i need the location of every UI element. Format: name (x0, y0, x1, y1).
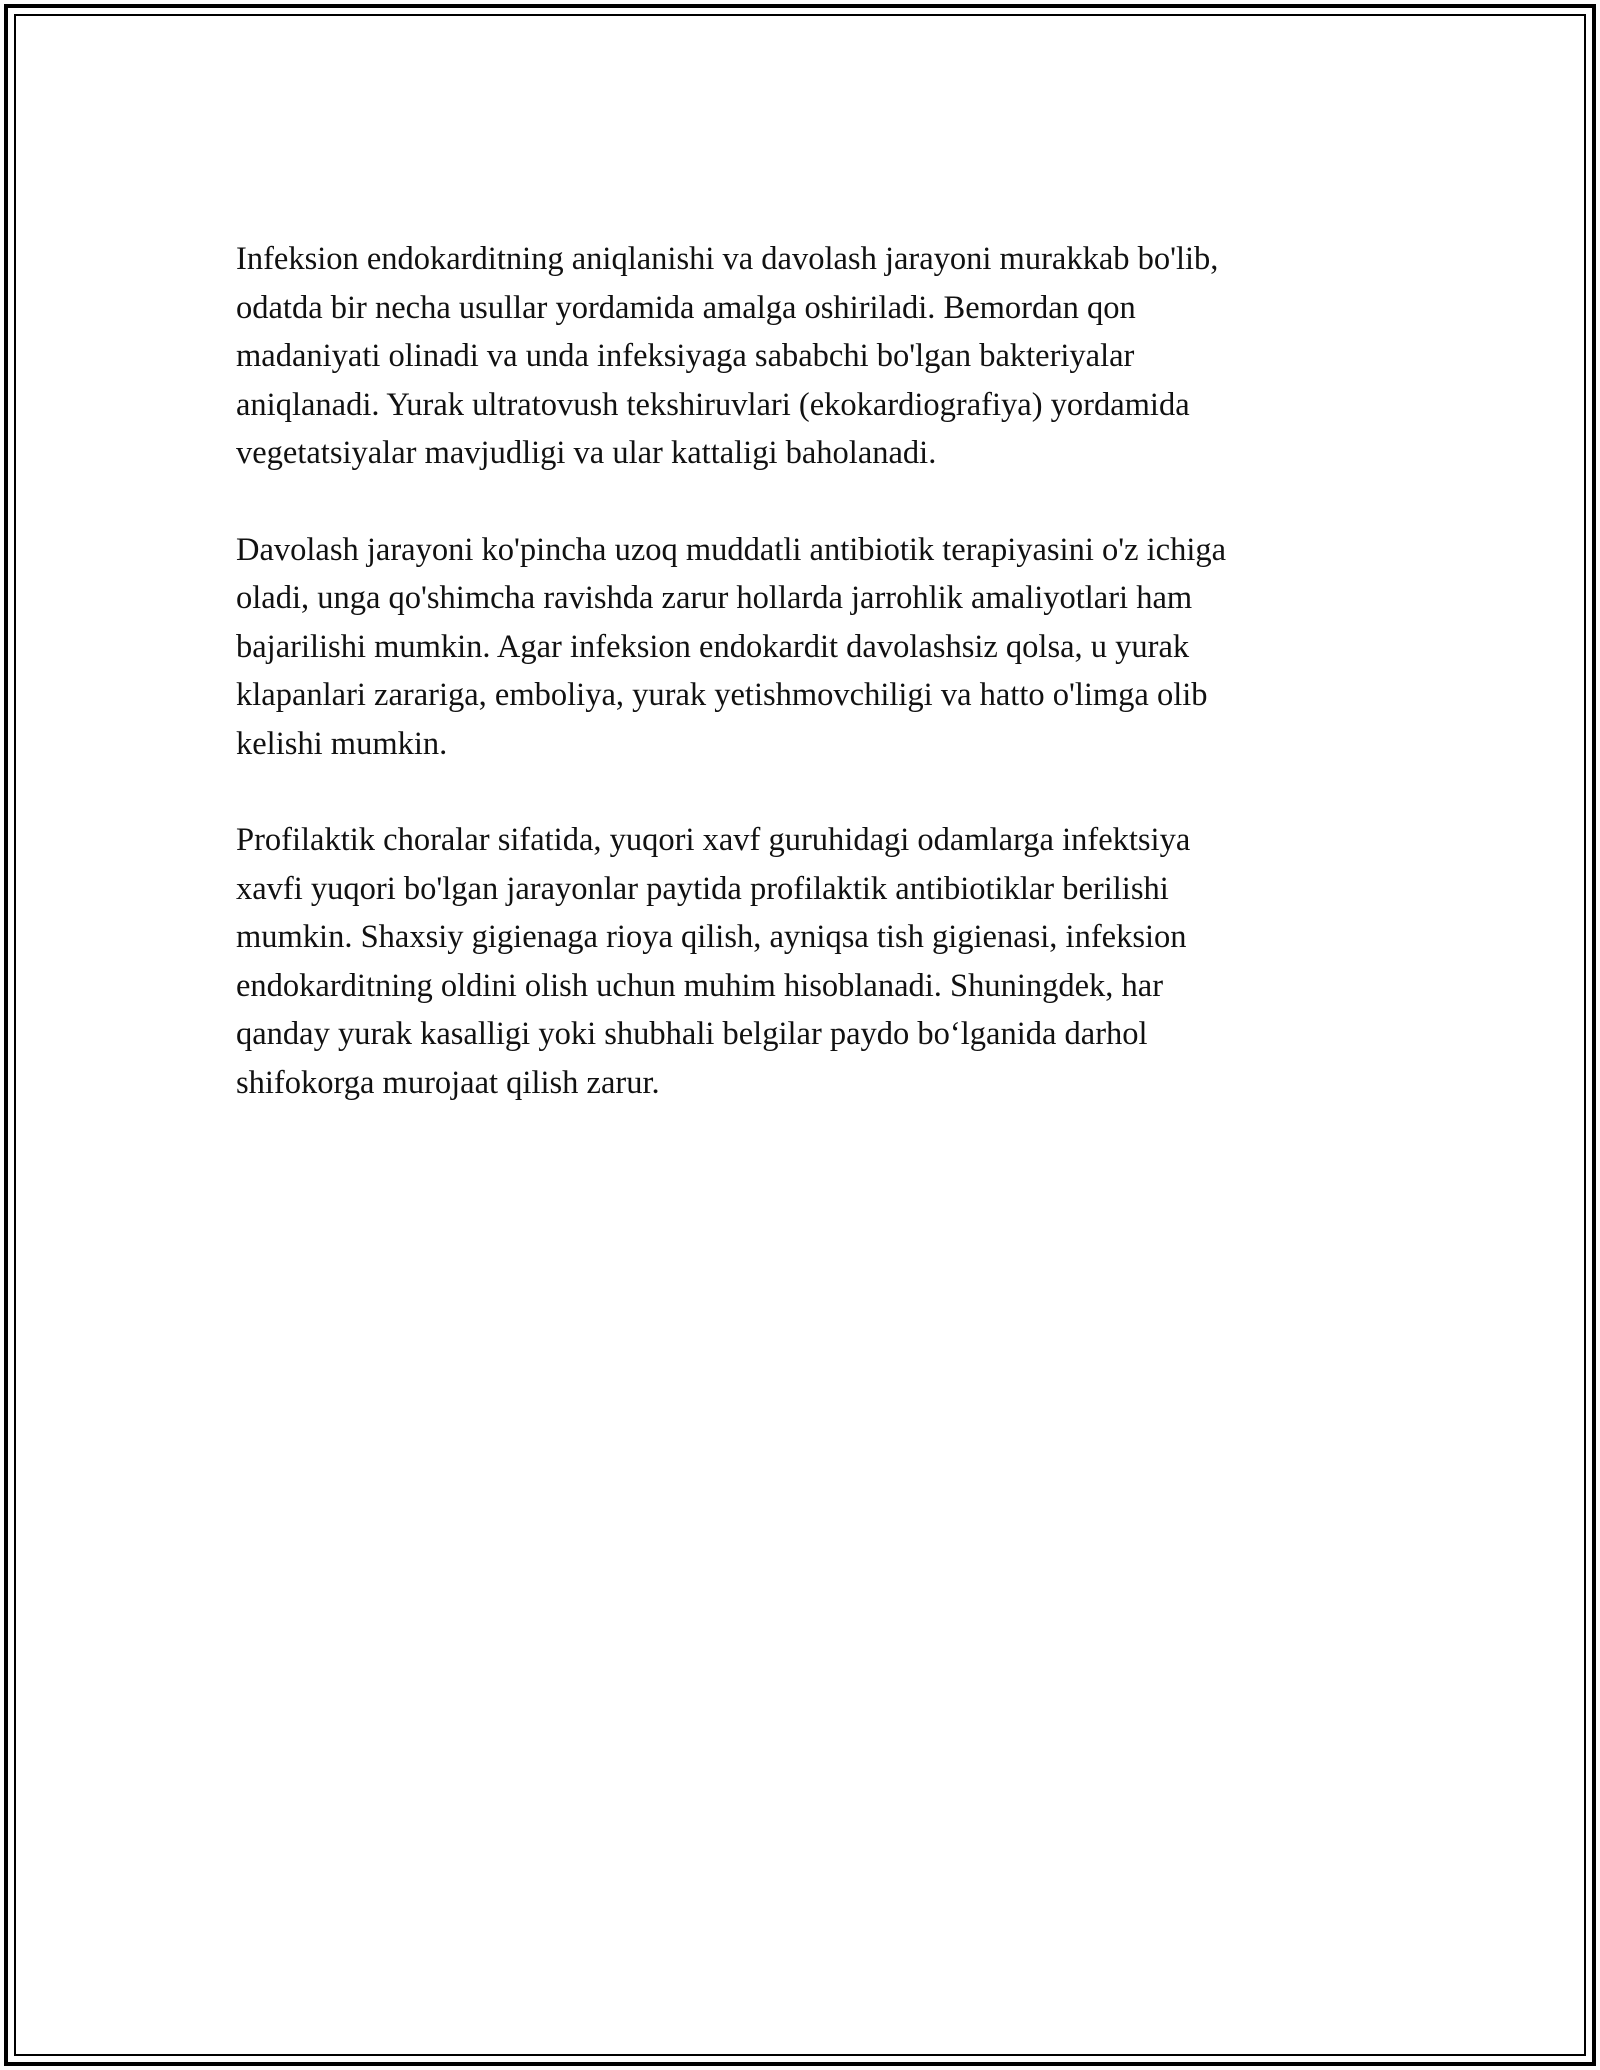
paragraph-diagnosis: Infeksion endokarditning aniqlanishi va davolash jarayoni murakkab bo'lib, odatda bir necha usullar yordamida amalga oshiriladi. Bemordan qon madaniyati olinadi va unda infeksiyaga sababchi bo'lgan bakteriyalar aniqlanadi. Yurak ultratovush tekshiruvlari (ekokardiografiya) yordamida vegetatsiyalar mavjudligi va ular kattaligi baholanadi. (236, 241, 1219, 471)
paragraph-prevention: Profilaktik choralar sifatida, yuqori xavf guruhidagi odamlarga infektsiya xavfi yuqori bo'lgan jarayonlar paytida profilaktik antibiotiklar berilishi mumkin. Shaxsiy gigienaga rioya qilish, ayniqsa tish gigienasi, infeksion endokarditning oldini olish uchun muhim hisoblanadi. Shuningdek, har qanday yurak kasalligi yoki shubhali belgilar paydo bo‘lganida darhol shifokorga murojaat qilish zarur. (236, 822, 1191, 1101)
paragraph-treatment: Davolash jarayoni ko'pincha uzoq muddatli antibiotik terapiyasini o'z ichiga oladi, unga qo'shimcha ravishda zarur hollarda jarrohlik amaliyotlari ham bajarilishi mumkin. Agar infeksion endokardit davolashsiz qolsa, u yurak klapanlari zarariga, emboliya, yurak yetishmovchiligi va hatto o'limga olib kelishi mumkin. (236, 531, 1227, 762)
document-body (236, 235, 1376, 1155)
